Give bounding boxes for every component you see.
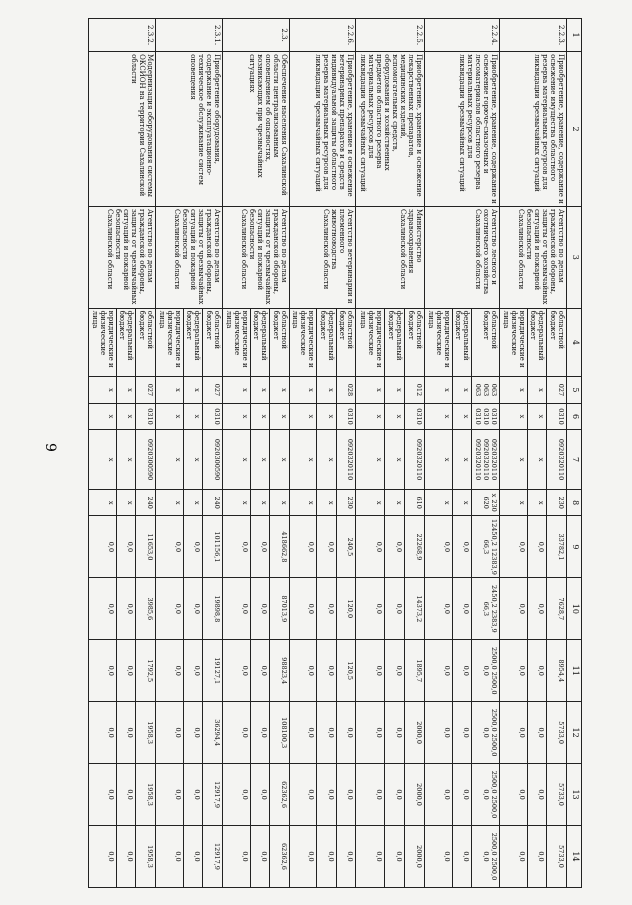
value-cell: x xyxy=(500,403,528,430)
value-cell: x xyxy=(425,489,453,516)
value-cell: x xyxy=(356,430,385,490)
value-cell: 0,0 xyxy=(183,764,203,826)
value-cell: x xyxy=(452,489,472,516)
value-cell: 0,0 xyxy=(289,702,317,764)
value-cell: 14373,2 xyxy=(405,578,425,640)
value-cell: 0,0 xyxy=(116,516,136,578)
value-cell: 0,0 xyxy=(156,764,184,826)
value-cell: 0,0 xyxy=(425,640,453,702)
value-cell: x xyxy=(289,403,317,430)
value-cell: 87013,9 xyxy=(270,578,290,640)
value-cell: 0,0 xyxy=(336,764,356,826)
value-cell: 0,0 xyxy=(425,764,453,826)
value-cell: 0,0 xyxy=(183,826,203,888)
value-cell: 0,0 xyxy=(425,826,453,888)
value-cell: x xyxy=(356,377,385,404)
row-title: Приобретение оборудования, содержание и эксплуатационно-техническое обслуживание систем оповещения xyxy=(156,52,223,207)
value-cell: 12450,2 12383,9 66,3 xyxy=(472,516,500,578)
value-cell: 33782,1 xyxy=(547,516,567,578)
header-cell: 14 xyxy=(567,826,582,888)
funding-source: областной бюджет xyxy=(203,308,223,377)
value-cell: 063 063 063 xyxy=(472,377,500,404)
value-cell: x xyxy=(384,489,404,516)
value-cell: 0,0 xyxy=(384,702,404,764)
value-cell: 0,0 xyxy=(384,516,404,578)
value-cell: 0,0 xyxy=(356,764,385,826)
header-cell: 2 xyxy=(567,52,582,207)
value-cell: 0,0 xyxy=(452,516,472,578)
value-cell: 0,0 xyxy=(336,826,356,888)
value-cell: 1958,3 xyxy=(136,764,156,826)
value-cell: x xyxy=(89,377,117,404)
funding-source: юридические и физические лица xyxy=(356,308,385,377)
value-cell: x xyxy=(270,430,290,490)
value-cell: 0,0 xyxy=(527,578,547,640)
row-id: 2.2.3. xyxy=(500,19,567,52)
value-cell: 0,0 xyxy=(89,516,117,578)
value-cell: 11653,0 xyxy=(136,516,156,578)
value-cell: 5733,0 xyxy=(547,826,567,888)
value-cell: 0,0 xyxy=(89,764,117,826)
value-cell: 0,0 xyxy=(384,764,404,826)
funding-source: юридические и физические лица xyxy=(89,308,117,377)
value-cell: 3985,6 xyxy=(136,578,156,640)
value-cell: x xyxy=(222,403,250,430)
value-cell: 0,0 xyxy=(384,826,404,888)
value-cell: 0,0 xyxy=(289,764,317,826)
value-cell: 0,0 xyxy=(527,764,547,826)
funding-source: областной бюджет xyxy=(270,308,290,377)
value-cell: 62362,6 xyxy=(270,826,290,888)
value-cell: 418662,8 xyxy=(270,516,290,578)
value-cell: x xyxy=(317,377,337,404)
value-cell: x xyxy=(222,430,250,490)
funding-source: федеральный бюджет xyxy=(527,308,547,377)
value-cell: 0,0 xyxy=(317,702,337,764)
value-cell: 108100,3 xyxy=(270,702,290,764)
value-cell: 0,0 xyxy=(156,826,184,888)
value-cell: x xyxy=(89,430,117,490)
value-cell: 012 xyxy=(405,377,425,404)
value-cell: x xyxy=(500,489,528,516)
value-cell: x xyxy=(289,430,317,490)
header-cell: 1 xyxy=(567,19,582,52)
header-cell: 5 xyxy=(567,377,582,404)
value-cell: 0,0 xyxy=(356,640,385,702)
value-cell: 12917,9 xyxy=(203,764,223,826)
value-cell: x xyxy=(270,377,290,404)
value-cell: 0,0 xyxy=(222,702,250,764)
value-cell: x xyxy=(156,430,184,490)
value-cell: x xyxy=(289,377,317,404)
value-cell: 0310 xyxy=(405,403,425,430)
row-id: 2.3.1. xyxy=(156,19,223,52)
value-cell: 0,0 xyxy=(356,516,385,578)
value-cell: 0,0 xyxy=(89,640,117,702)
value-cell: 240 xyxy=(136,489,156,516)
value-cell: 12917,9 xyxy=(203,826,223,888)
value-cell: x xyxy=(317,489,337,516)
header-cell: 7 xyxy=(567,430,582,490)
value-cell: x xyxy=(222,377,250,404)
header-cell: 12 xyxy=(567,702,582,764)
page-number: 9 xyxy=(42,443,58,452)
table-row xyxy=(405,19,425,888)
value-cell: 0,0 xyxy=(183,516,203,578)
value-cell: 2500,0 2500,0 0,0 xyxy=(472,826,500,888)
value-cell: 0,0 xyxy=(500,640,528,702)
value-cell: 0,0 xyxy=(116,826,136,888)
header-row xyxy=(567,19,582,888)
value-cell: x xyxy=(250,430,270,490)
value-cell: 22268,9 xyxy=(405,516,425,578)
value-cell: x xyxy=(384,403,404,430)
value-cell: 0,0 xyxy=(222,516,250,578)
table-row xyxy=(136,19,156,888)
row-id: 2.2.4. xyxy=(425,19,500,52)
value-cell: 0,0 xyxy=(116,578,136,640)
value-cell: 0,0 xyxy=(356,578,385,640)
value-cell: x xyxy=(289,489,317,516)
value-cell: 7628,7 xyxy=(547,578,567,640)
value-cell: 0,0 xyxy=(336,702,356,764)
rotated-table-wrapper xyxy=(88,18,582,888)
row-title: Обеспечение населения Сахалинской области централизованным оповещением об опасностях, возникающих при чрезвычайных ситуациях xyxy=(222,52,289,207)
value-cell: 0920320110 xyxy=(405,430,425,490)
value-cell: x xyxy=(89,489,117,516)
header-cell: 9 xyxy=(567,516,582,578)
value-cell: 19127,1 xyxy=(203,640,223,702)
value-cell: x xyxy=(452,377,472,404)
value-cell: 0,0 xyxy=(500,764,528,826)
value-cell: 0,0 xyxy=(156,516,184,578)
value-cell: 0,0 xyxy=(289,516,317,578)
value-cell: 0,0 xyxy=(317,764,337,826)
value-cell: 0310 xyxy=(336,403,356,430)
value-cell: 1958,3 xyxy=(136,826,156,888)
value-cell: 0,0 xyxy=(89,578,117,640)
value-cell: x xyxy=(317,403,337,430)
value-cell: 027 xyxy=(547,377,567,404)
value-cell: 0,0 xyxy=(527,826,547,888)
row-id: 2.2.5. xyxy=(356,19,425,52)
value-cell: 2500,0 2500,0 0,0 xyxy=(472,640,500,702)
value-cell: x xyxy=(116,489,136,516)
row-title: Приобретение, хранение, содержание и освежение имущества областного резерва материальных ресурсов для ликвидации чрезвычайных ситуаций xyxy=(500,52,567,207)
value-cell: x xyxy=(270,403,290,430)
value-cell: 0,0 xyxy=(452,702,472,764)
value-cell: 2500,0 2500,0 0,0 xyxy=(472,702,500,764)
value-cell: x xyxy=(156,377,184,404)
value-cell: 230 xyxy=(336,489,356,516)
value-cell: 0,0 xyxy=(183,578,203,640)
value-cell: 0,0 xyxy=(317,578,337,640)
funding-source: федеральный бюджет xyxy=(183,308,203,377)
row-title: Модернизация оборудования системы ОКСИОН на территории Сахалинской области xyxy=(89,52,156,207)
value-cell: 0,0 xyxy=(89,702,117,764)
value-cell: x xyxy=(183,489,203,516)
value-cell: 2000,0 xyxy=(405,702,425,764)
funding-source: федеральный бюджет xyxy=(384,308,404,377)
row-agency: Агентство по делам гражданской обороны, защиты от чрезвычайных ситуаций и пожарной безопасности Сахалинской области xyxy=(222,206,289,308)
value-cell: 0310 xyxy=(547,403,567,430)
value-cell: x xyxy=(156,489,184,516)
value-cell: 0,0 xyxy=(289,826,317,888)
value-cell: 0,0 xyxy=(250,702,270,764)
value-cell: x xyxy=(425,430,453,490)
value-cell: 0,0 xyxy=(500,702,528,764)
budget-table xyxy=(88,18,582,888)
value-cell: 0,0 xyxy=(222,640,250,702)
row-id: 2.3.2. xyxy=(89,19,156,52)
value-cell: x xyxy=(356,403,385,430)
table-row xyxy=(336,19,356,888)
value-cell: 0,0 xyxy=(156,640,184,702)
table-row xyxy=(472,19,500,888)
value-cell: 0310 xyxy=(136,403,156,430)
value-cell: 1958,3 xyxy=(136,702,156,764)
value-cell: x xyxy=(500,430,528,490)
value-cell: 2500,0 2500,0 0,0 xyxy=(472,764,500,826)
header-cell: 6 xyxy=(567,403,582,430)
row-id: 2.3. xyxy=(222,19,289,52)
value-cell: x 230 620 xyxy=(472,489,500,516)
value-cell: 98823,4 xyxy=(270,640,290,702)
table-row xyxy=(270,19,290,888)
value-cell: 0,0 xyxy=(452,578,472,640)
header-cell: 8 xyxy=(567,489,582,516)
value-cell: 0310 xyxy=(203,403,223,430)
value-cell: x xyxy=(384,430,404,490)
funding-source: федеральный бюджет xyxy=(317,308,337,377)
value-cell: 8954,4 xyxy=(547,640,567,702)
value-cell: 0920320110 xyxy=(336,430,356,490)
value-cell: x xyxy=(116,403,136,430)
value-cell: 101156,1 xyxy=(203,516,223,578)
value-cell: x xyxy=(222,489,250,516)
row-title: Приобретение, хранение, содержание и освежение горюче-смазочных и лесоматериалов областного резерва материальных ресурсов для ликвидации чрезвычайных ситуаций xyxy=(425,52,500,207)
value-cell: 0,0 xyxy=(289,578,317,640)
table-row xyxy=(547,19,567,888)
value-cell: x xyxy=(183,377,203,404)
value-cell: 240,5 xyxy=(336,516,356,578)
value-cell: x xyxy=(500,377,528,404)
header-cell: 10 xyxy=(567,578,582,640)
funding-source: юридические и физические лица xyxy=(500,308,528,377)
value-cell: 0,0 xyxy=(452,764,472,826)
value-cell: 0,0 xyxy=(250,826,270,888)
value-cell: 0,0 xyxy=(500,516,528,578)
value-cell: 0920300590 xyxy=(203,430,223,490)
value-cell: 0920320110 xyxy=(547,430,567,490)
row-title: Приобретение, хранение и освежение лекарственных препаратов, медицинских изделий, вспомогательных средств, оборудования и хозяйственных предметов областного резерва материальных ресурсов для ликвидации чрезвычайных ситуаций xyxy=(356,52,425,207)
header-cell: 3 xyxy=(567,206,582,308)
value-cell: x xyxy=(452,430,472,490)
value-cell: x xyxy=(250,403,270,430)
value-cell: 027 xyxy=(136,377,156,404)
value-cell: 028 xyxy=(336,377,356,404)
value-cell: x xyxy=(89,403,117,430)
value-cell: 120,5 xyxy=(336,640,356,702)
value-cell: 0,0 xyxy=(317,516,337,578)
value-cell: 0310 0310 0310 xyxy=(472,403,500,430)
value-cell: 0,0 xyxy=(384,578,404,640)
header-cell: 11 xyxy=(567,640,582,702)
value-cell: x xyxy=(270,489,290,516)
value-cell: 2450,2 2383,9 66,3 xyxy=(472,578,500,640)
funding-source: областной бюджет xyxy=(547,308,567,377)
value-cell: 0,0 xyxy=(527,516,547,578)
value-cell: 0,0 xyxy=(250,640,270,702)
value-cell: 0,0 xyxy=(222,578,250,640)
funding-source: областной бюджет xyxy=(136,308,156,377)
value-cell: 120,0 xyxy=(336,578,356,640)
value-cell: 0,0 xyxy=(250,516,270,578)
value-cell: 5733,0 xyxy=(547,764,567,826)
value-cell: 1792,5 xyxy=(136,640,156,702)
value-cell: x xyxy=(317,430,337,490)
header-cell: 13 xyxy=(567,764,582,826)
value-cell: x xyxy=(250,377,270,404)
value-cell: x xyxy=(527,377,547,404)
value-cell: 0,0 xyxy=(500,826,528,888)
value-cell: x xyxy=(527,489,547,516)
value-cell: 0,0 xyxy=(425,578,453,640)
value-cell: 0,0 xyxy=(356,702,385,764)
value-cell: 0,0 xyxy=(384,640,404,702)
row-title: Приобретение, хранение и освежение ветеринарных препаратов и средств индивидуальной защиты областного резерва материальных ресурсов для ликвидации чрезвычайных ситуаций xyxy=(289,52,356,207)
row-agency: Министерство здравоохранения Сахалинской области xyxy=(356,206,425,308)
value-cell: x xyxy=(183,430,203,490)
value-cell: x xyxy=(116,377,136,404)
funding-source: юридические и физические лица xyxy=(425,308,453,377)
funding-source: юридические и физические лица xyxy=(156,308,184,377)
value-cell: 0,0 xyxy=(183,702,203,764)
funding-source: областной бюджет xyxy=(472,308,500,377)
value-cell: 0,0 xyxy=(500,578,528,640)
row-agency: Агентство по делам гражданской обороны, защиты от чрезвычайных ситуаций и пожарной безопасности Сахалинской области xyxy=(156,206,223,308)
value-cell: x xyxy=(425,377,453,404)
value-cell: x xyxy=(425,403,453,430)
row-id: 2.2.6. xyxy=(289,19,356,52)
value-cell: 0,0 xyxy=(250,764,270,826)
value-cell: x xyxy=(527,430,547,490)
value-cell: 0,0 xyxy=(222,764,250,826)
value-cell: 0,0 xyxy=(156,578,184,640)
value-cell: x xyxy=(116,430,136,490)
value-cell: 0,0 xyxy=(356,826,385,888)
value-cell: 0,0 xyxy=(116,640,136,702)
funding-source: федеральный бюджет xyxy=(116,308,136,377)
value-cell: 0,0 xyxy=(317,826,337,888)
value-cell: 5733,0 xyxy=(547,702,567,764)
value-cell: 0,0 xyxy=(116,764,136,826)
value-cell: x xyxy=(527,403,547,430)
value-cell: 2000,0 xyxy=(405,764,425,826)
funding-source: юридические и физические лица xyxy=(222,308,250,377)
value-cell: 0,0 xyxy=(452,640,472,702)
value-cell: 0,0 xyxy=(89,826,117,888)
value-cell: 0,0 xyxy=(183,640,203,702)
value-cell: 0,0 xyxy=(116,702,136,764)
value-cell: 0,0 xyxy=(425,516,453,578)
value-cell: 027 xyxy=(203,377,223,404)
funding-source: областной бюджет xyxy=(336,308,356,377)
value-cell: 0,0 xyxy=(317,640,337,702)
value-cell: x xyxy=(183,403,203,430)
value-cell: 0,0 xyxy=(527,702,547,764)
value-cell: 2000,0 xyxy=(405,826,425,888)
value-cell: 240 xyxy=(203,489,223,516)
value-cell: 0,0 xyxy=(289,640,317,702)
row-agency: Агентство лесного и охотничьего хозяйства Сахалинской области xyxy=(425,206,500,308)
value-cell: 0920300590 xyxy=(136,430,156,490)
value-cell: 1895,7 xyxy=(405,640,425,702)
value-cell: 0,0 xyxy=(527,640,547,702)
value-cell: 0,0 xyxy=(425,702,453,764)
row-agency: Агентство по делам гражданской обороны, защиты от чрезвычайных ситуаций и пожарной безопасности Сахалинской области xyxy=(89,206,156,308)
funding-source: федеральный бюджет xyxy=(452,308,472,377)
value-cell: x xyxy=(356,489,385,516)
row-agency: Агентство ветеринарии и племенного животноводства Сахалинской области xyxy=(289,206,356,308)
value-cell: 230 xyxy=(547,489,567,516)
value-cell: 0,0 xyxy=(222,826,250,888)
value-cell: 0,0 xyxy=(250,578,270,640)
funding-source: юридические и физические лица xyxy=(289,308,317,377)
value-cell: 610 xyxy=(405,489,425,516)
value-cell: x xyxy=(250,489,270,516)
value-cell: 62362,6 xyxy=(270,764,290,826)
header-cell: 4 xyxy=(567,308,582,377)
value-cell: 36294,4 xyxy=(203,702,223,764)
funding-source: федеральный бюджет xyxy=(250,308,270,377)
value-cell: 0,0 xyxy=(452,826,472,888)
funding-source: областной бюджет xyxy=(405,308,425,377)
table-row xyxy=(203,19,223,888)
value-cell: 0920320110 0920320110 0920320110 xyxy=(472,430,500,490)
value-cell: x xyxy=(452,403,472,430)
value-cell: 0,0 xyxy=(156,702,184,764)
value-cell: x xyxy=(156,403,184,430)
row-agency: Агентство по делам гражданской обороны, защиты от чрезвычайных ситуаций и пожарной безопасности Сахалинской области xyxy=(500,206,567,308)
value-cell: 19898,8 xyxy=(203,578,223,640)
value-cell: x xyxy=(384,377,404,404)
